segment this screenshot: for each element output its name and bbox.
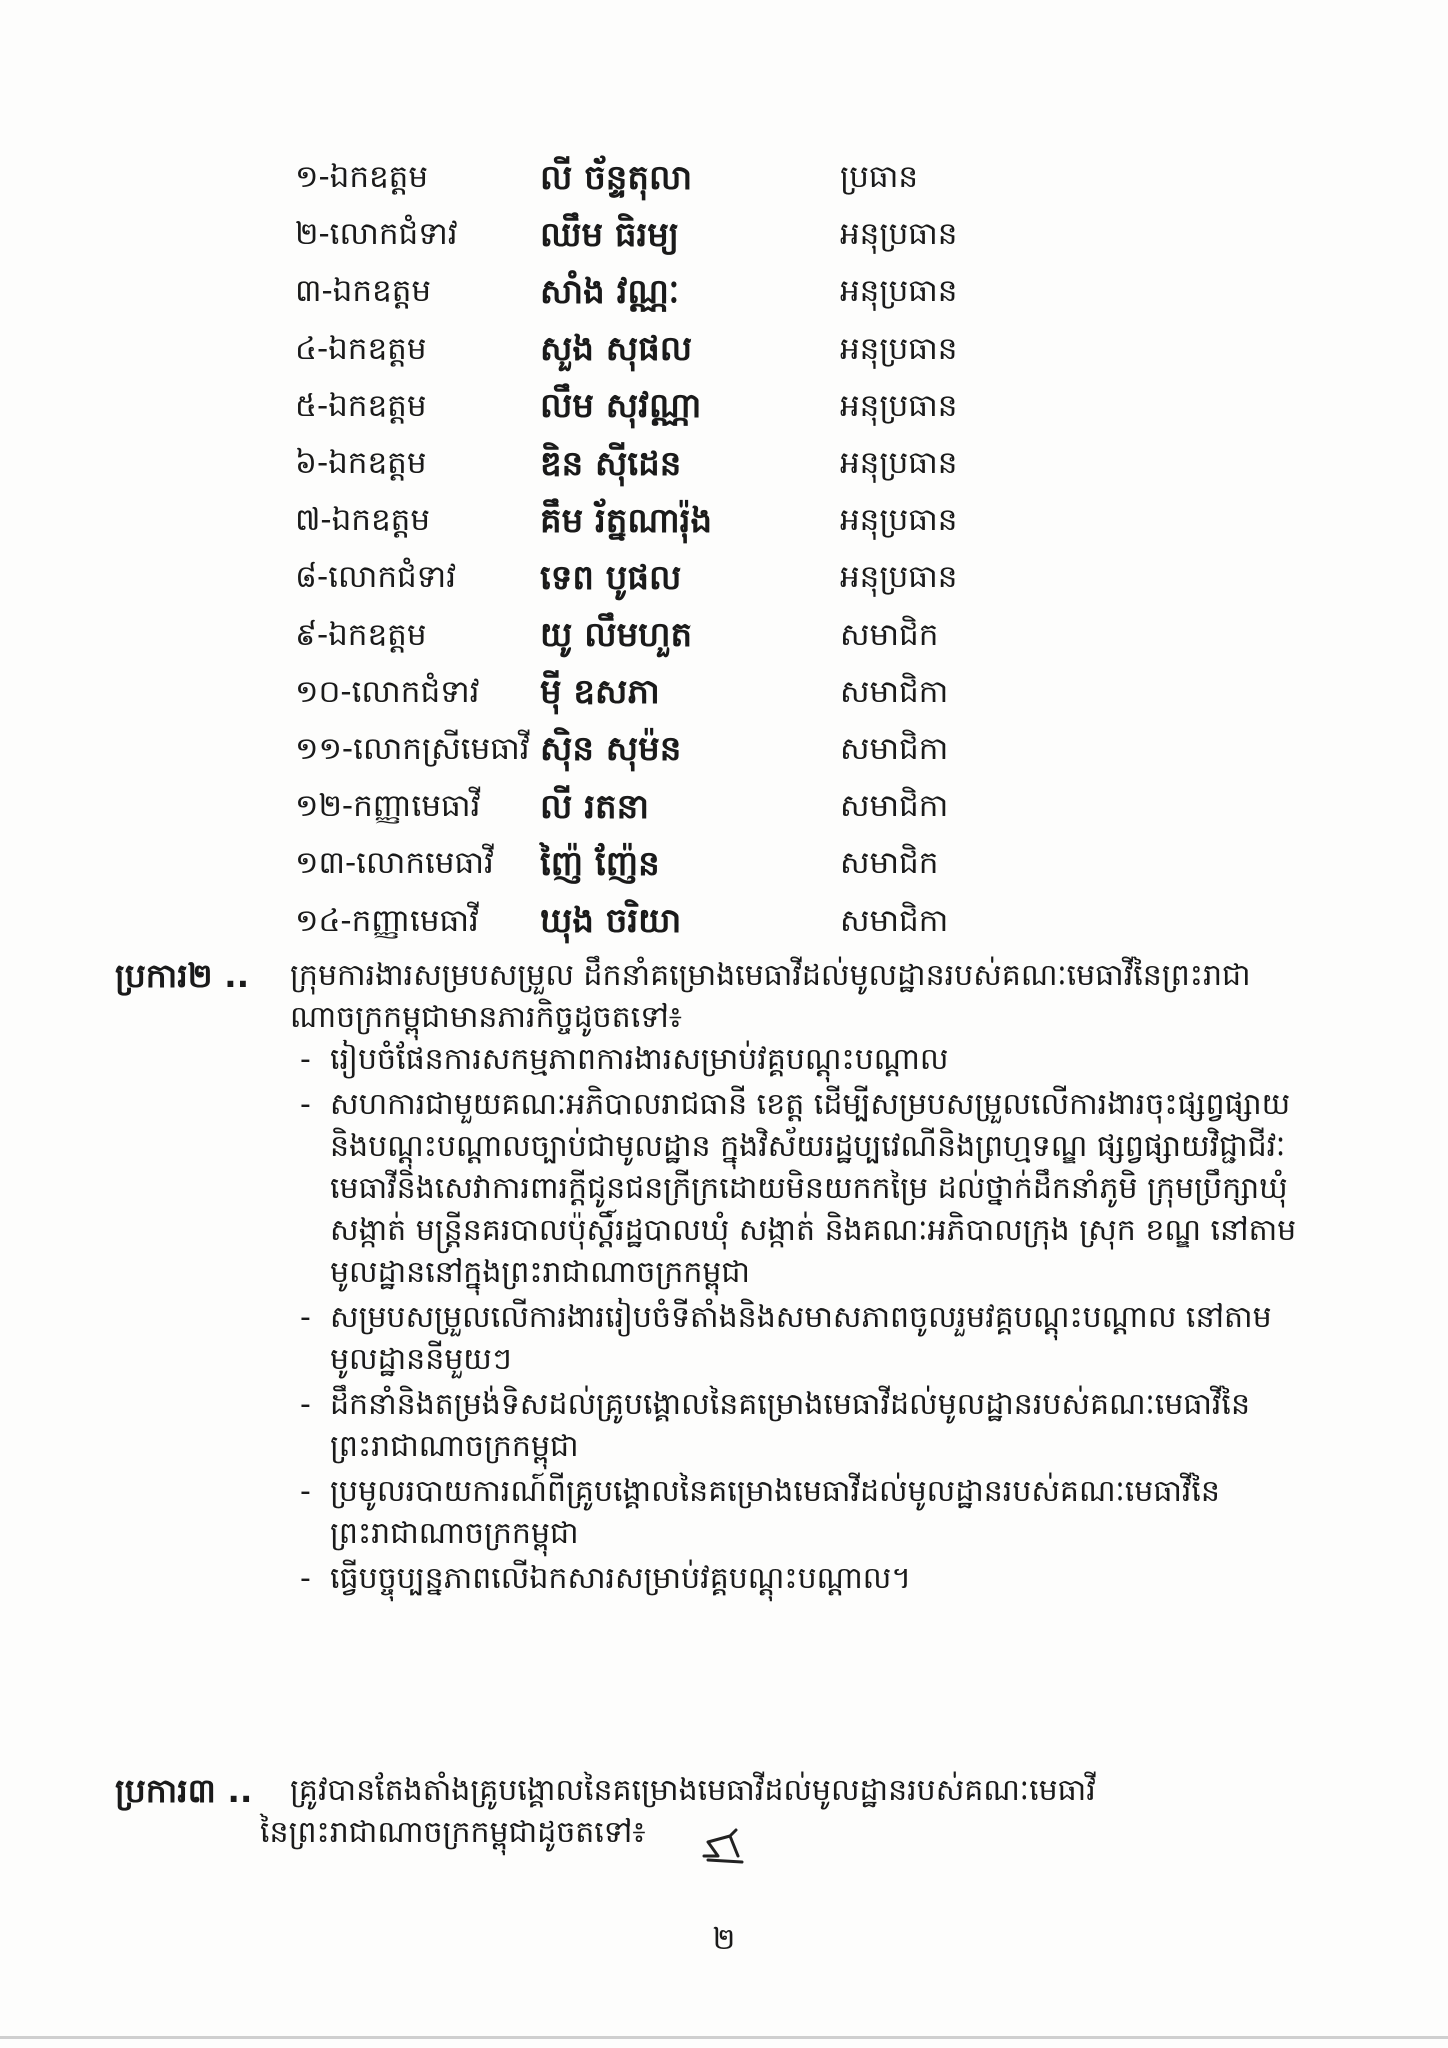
article-2-label: ប្រការ២ .. bbox=[115, 956, 250, 995]
member-row bbox=[295, 552, 1055, 609]
member-title: ១៣-លោកមេធាវី bbox=[295, 845, 494, 882]
member-role: សមាជិកា bbox=[840, 730, 949, 767]
member-role: សមាជិកា bbox=[840, 902, 949, 939]
article-2-duties bbox=[115, 1039, 1335, 1600]
member-title: ៥-ឯកឧត្តម bbox=[295, 387, 427, 424]
member-role: អនុប្រធាន bbox=[840, 445, 958, 482]
member-title: ១-ឯកឧត្តម bbox=[295, 159, 429, 196]
duty-text: ប្រមូលរបាយការណ៍ពីគ្រូបង្គោលនៃគម្រោងមេធាវីដល់មូលដ្ឋានរបស់គណៈមេធាវីនៃព្រះរាជាណាចក្រកម្ពុជា bbox=[330, 1474, 1220, 1551]
member-name: លី ច័ន្ទតុលា bbox=[540, 157, 693, 198]
member-row bbox=[295, 724, 1055, 781]
member-name: សួង សុផល bbox=[540, 329, 693, 370]
member-role: អនុប្រធាន bbox=[840, 330, 958, 367]
member-name: គឹម រ័ត្នណារ៉ុង bbox=[540, 500, 713, 541]
member-role: សមាជិកា bbox=[840, 673, 949, 710]
member-role: អនុប្រធាន bbox=[840, 559, 958, 596]
article-3-heading bbox=[115, 1770, 1335, 1812]
member-row bbox=[295, 895, 1055, 952]
duty-text: រៀបចំផែនការសកម្មភាពការងារសម្រាប់វគ្គបណ្តុះបណ្តាល bbox=[330, 1042, 949, 1077]
duty-text: ធ្វើបច្ចុប្បន្នភាពលើឯកសារសម្រាប់វគ្គបណ្តុះបណ្តាល។ bbox=[330, 1561, 912, 1596]
article-2-intro-continued: ណាចក្រកម្ពុជាមានភារកិច្ចដូចតទៅ៖ bbox=[290, 1000, 682, 1035]
member-row bbox=[295, 781, 1055, 838]
member-title: ១០-លោកជំទាវ bbox=[295, 673, 480, 710]
dash-marker: - bbox=[300, 1300, 311, 1335]
member-row bbox=[295, 381, 1055, 438]
member-row bbox=[295, 610, 1055, 667]
member-name: ឃុង ចរិយា bbox=[540, 901, 682, 942]
duty-text: សម្របសម្រួលលើការងាររៀបចំទីតាំងនិងសមាសភាពចូលរួមវគ្គបណ្តុះបណ្តាល នៅតាមមូលដ្ឋាននីមួយៗ bbox=[330, 1300, 1272, 1377]
article-2 bbox=[115, 955, 1335, 1603]
member-role: សមាជិក bbox=[840, 845, 939, 882]
member-name: ម៉ី ឧសភា bbox=[540, 672, 660, 713]
scan-edge-divider bbox=[0, 2036, 1448, 2039]
member-role: សមាជិក bbox=[840, 616, 939, 653]
member-row bbox=[295, 495, 1055, 552]
member-name: ញ៉ៃ ញ៉ែន bbox=[540, 843, 660, 884]
member-name: លី រតនា bbox=[540, 786, 649, 827]
page-number: ២ bbox=[712, 1922, 736, 1957]
article-3-intro-continued: នៃព្រះរាជាណាចក្រកម្ពុជាដូចតទៅ៖ bbox=[260, 1815, 646, 1850]
article-2-heading bbox=[115, 955, 1335, 997]
member-name: ទេព បូផល bbox=[540, 557, 682, 598]
member-role: អនុប្រធាន bbox=[840, 216, 958, 253]
dash-marker: - bbox=[300, 1087, 311, 1122]
member-title: ២-លោកជំទាវ bbox=[295, 216, 458, 253]
member-row bbox=[295, 438, 1055, 495]
member-row bbox=[295, 667, 1055, 724]
member-role: ប្រធាន bbox=[840, 159, 919, 196]
duty-text: សហការជាមួយគណៈអភិបាលរាជធានី ខេត្ត ដើម្បីសម្របសម្រួលលើការងារចុះផ្សព្វផ្សាយ និងបណ្តុះបណ្តាលច្បាប់ជាមូលដ្ឋាន ក្នុងវិស័យរដ្ឋប្បវេណីនិងព្រហ្មទណ្ឌ ផ្សព្វផ្សាយវិជ្ជាជីវៈមេធាវីនិងសេវាការពារក្តីជូនជនក្រីក្រដោយមិនយកកម្រៃ ដល់ថ្នាក់ដឹកនាំភូមិ ក្រុមប្រឹក្សាឃុំ សង្កាត់ មន្ត្រីនគរបាលប៉ុស្តិ៍រដ្ឋបាលឃុំ សង្កាត់ និងគណៈអភិបាលក្រុង ស្រុក ខណ្ឌ នៅតាមមូលដ្ឋាននៅក្នុងព្រះរាជាណាចក្រកម្ពុជា bbox=[330, 1087, 1297, 1290]
list-item bbox=[300, 1471, 1335, 1555]
list-item bbox=[300, 1558, 1335, 1600]
member-title: ៧-ឯកឧត្តម bbox=[295, 502, 431, 539]
list-item bbox=[300, 1384, 1335, 1468]
member-role: អនុប្រធាន bbox=[840, 502, 958, 539]
article-3-label: ប្រការ៣ .. bbox=[115, 1771, 253, 1810]
dash-marker: - bbox=[300, 1042, 311, 1077]
member-role: អនុប្រធាន bbox=[840, 273, 958, 310]
member-name: ស៊ិន សុម៉ន bbox=[540, 729, 682, 770]
member-role: សមាជិកា bbox=[840, 788, 949, 825]
list-item bbox=[300, 1039, 1335, 1081]
member-row bbox=[295, 266, 1055, 323]
member-title: ១២-កញ្ញាមេធាវី bbox=[295, 788, 481, 825]
member-name: យូ លឹមហួត bbox=[540, 615, 693, 656]
dash-marker: - bbox=[300, 1561, 311, 1596]
dash-marker: - bbox=[300, 1474, 311, 1509]
member-title: ១១-លោកស្រីមេធាវី bbox=[295, 730, 530, 767]
member-name: ឈឹម ធិរម្យ bbox=[540, 214, 680, 255]
member-title: ៦-ឯកឧត្តម bbox=[295, 445, 427, 482]
member-name: សាំង វណ្ណៈ bbox=[540, 271, 680, 312]
member-row bbox=[295, 324, 1055, 381]
list-item bbox=[300, 1084, 1335, 1294]
member-title: ៤-ឯកឧត្តម bbox=[295, 330, 427, 367]
dash-marker: - bbox=[300, 1387, 311, 1422]
member-name: ឌិន ស៊ីដេន bbox=[540, 443, 682, 484]
duty-text: ដឹកនាំនិងតម្រង់ទិសដល់គ្រូបង្គោលនៃគម្រោងមេធាវីដល់មូលដ្ឋានរបស់គណៈមេធាវីនៃព្រះរាជាណាចក្រកម្ពុជា bbox=[330, 1387, 1250, 1464]
member-row bbox=[295, 838, 1055, 895]
member-role: អនុប្រធាន bbox=[840, 387, 958, 424]
list-item bbox=[300, 1297, 1335, 1381]
member-title: ៣-ឯកឧត្តម bbox=[295, 273, 432, 310]
member-row bbox=[295, 209, 1055, 266]
member-list bbox=[295, 152, 1055, 953]
article-2-intro: ក្រុមការងារសម្របសម្រួល ដឹកនាំគម្រោងមេធាវីដល់មូលដ្ឋានរបស់គណៈមេធាវីនៃព្រះរាជា bbox=[290, 958, 1251, 993]
member-title: ៩-ឯកឧត្តម bbox=[295, 616, 427, 653]
handwritten-initial-icon bbox=[700, 1826, 746, 1866]
article-3-intro: គ្រូវបានតែងតាំងគ្រូបង្គោលនៃគម្រោងមេធាវីដល់មូលដ្ឋានរបស់គណៈមេធាវី bbox=[290, 1773, 1096, 1808]
member-title: ៨-លោកជំទាវ bbox=[295, 559, 457, 596]
member-title: ១៤-កញ្ញាមេធាវី bbox=[295, 902, 479, 939]
member-row bbox=[295, 152, 1055, 209]
member-name: លឹម សុវណ្ណា bbox=[540, 386, 702, 427]
